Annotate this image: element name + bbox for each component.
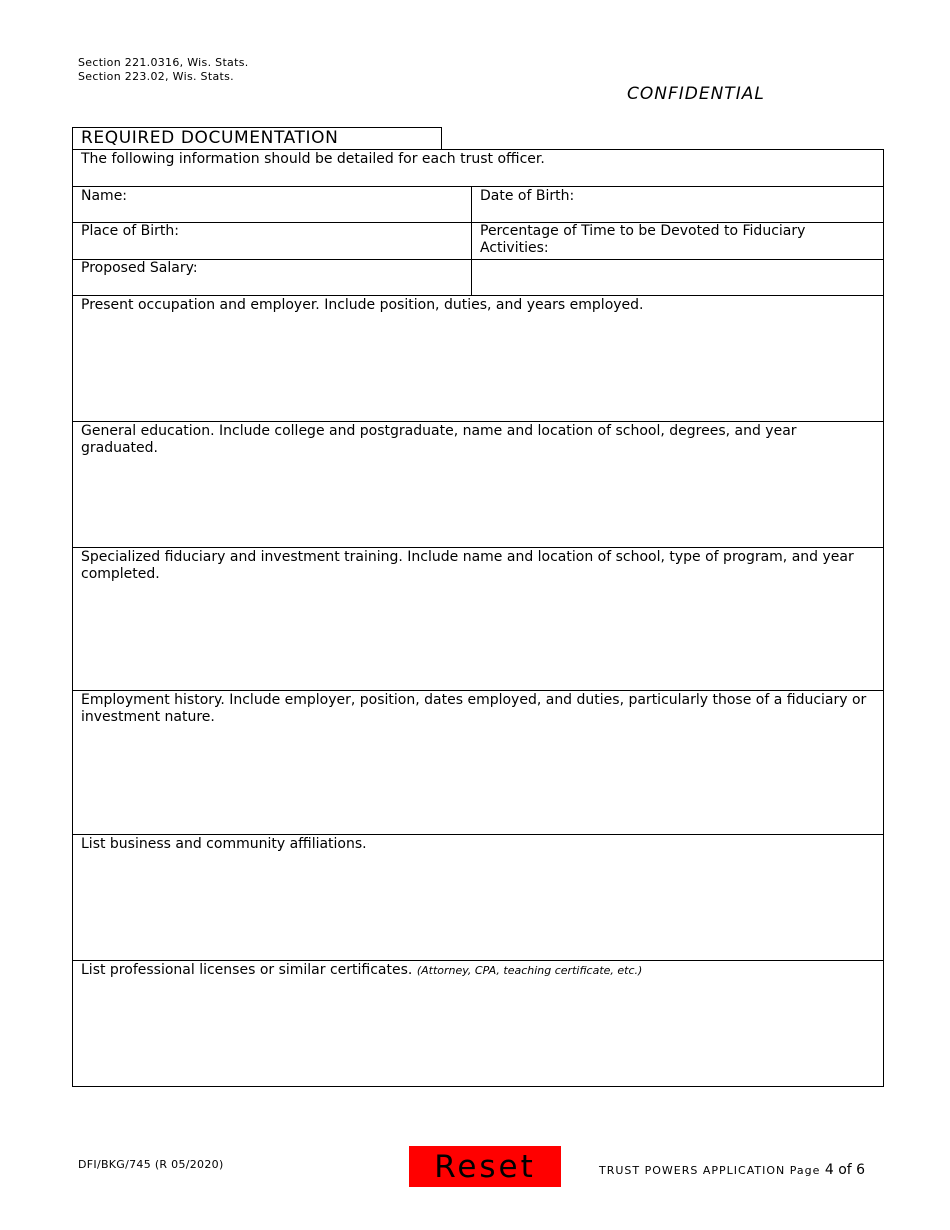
training-label: Specialized fiduciary and investment training. Include name and location of school, type of program, and year completed. [81, 549, 854, 582]
statute-line-2: Section 223.02, Wis. Stats. [78, 70, 234, 83]
name-dob-row [73, 187, 883, 223]
confidential-label: CONFIDENTIAL [627, 84, 765, 104]
dob-label: Date of Birth: [480, 188, 575, 204]
page-number: 4 of 6 [824, 1162, 866, 1178]
dob-cell [472, 187, 883, 222]
affiliations-row [73, 835, 883, 961]
page-footer [599, 1162, 865, 1178]
employment-cell [73, 691, 883, 834]
salary-label: Proposed Salary: [81, 260, 198, 276]
licenses-row [73, 961, 883, 1086]
occupation-input[interactable] [81, 314, 875, 409]
salary-input[interactable] [81, 277, 463, 296]
licenses-label-line [81, 962, 875, 979]
employment-input[interactable] [81, 726, 875, 821]
salary-extra-cell [472, 260, 883, 295]
training-cell [73, 548, 883, 690]
education-row [73, 422, 883, 548]
licenses-cell [73, 961, 883, 1086]
pct-time-label: Percentage of Time to be Devoted to Fiduciary Activities: [480, 223, 806, 256]
occupation-cell [73, 296, 883, 421]
statute-line-1: Section 221.0316, Wis. Stats. [78, 56, 249, 69]
occupation-label: Present occupation and employer. Include position, duties, and years employed. [81, 297, 644, 313]
page-word: Page [789, 1164, 821, 1177]
pob-input[interactable] [81, 240, 463, 259]
application-title: TRUST POWERS APPLICATION [599, 1164, 786, 1177]
pob-pct-row [73, 223, 883, 260]
salary-extra-input[interactable] [480, 268, 875, 287]
name-label: Name: [81, 188, 128, 204]
section-title: REQUIRED DOCUMENTATION [72, 127, 442, 149]
affiliations-cell [73, 835, 883, 960]
education-input[interactable] [81, 457, 875, 552]
education-label: General education. Include college and postgraduate, name and location of school, degrees, and year graduated. [81, 423, 797, 456]
pob-cell [73, 223, 472, 259]
form-id: DFI/BKG/745 (R 05/2020) [78, 1158, 224, 1171]
pob-label: Place of Birth: [81, 223, 179, 239]
employment-row [73, 691, 883, 835]
licenses-input[interactable] [81, 979, 875, 1074]
name-input[interactable] [81, 205, 463, 224]
intro-row [73, 150, 883, 187]
licenses-note: (Attorney, CPA, teaching certificate, etc.) [416, 964, 643, 977]
training-row [73, 548, 883, 691]
intro-text: The following information should be detailed for each trust officer. [81, 151, 545, 167]
pct-time-cell [472, 223, 883, 259]
affiliations-label: List business and community affiliations. [81, 836, 367, 852]
affiliations-input[interactable] [81, 853, 875, 948]
name-cell [73, 187, 472, 222]
education-cell [73, 422, 883, 547]
statute-references [78, 56, 249, 84]
training-input[interactable] [81, 583, 875, 678]
employment-label: Employment history. Include employer, position, dates employed, and duties, particularly those of a fiduciary or investment nature. [81, 692, 867, 725]
salary-cell [73, 260, 472, 295]
licenses-label: List professional licenses or similar certificates. [81, 962, 413, 978]
documentation-form [72, 149, 884, 1087]
salary-row [73, 260, 883, 296]
reset-button[interactable]: Reset [409, 1146, 561, 1187]
occupation-row [73, 296, 883, 422]
dob-input[interactable] [480, 205, 875, 224]
